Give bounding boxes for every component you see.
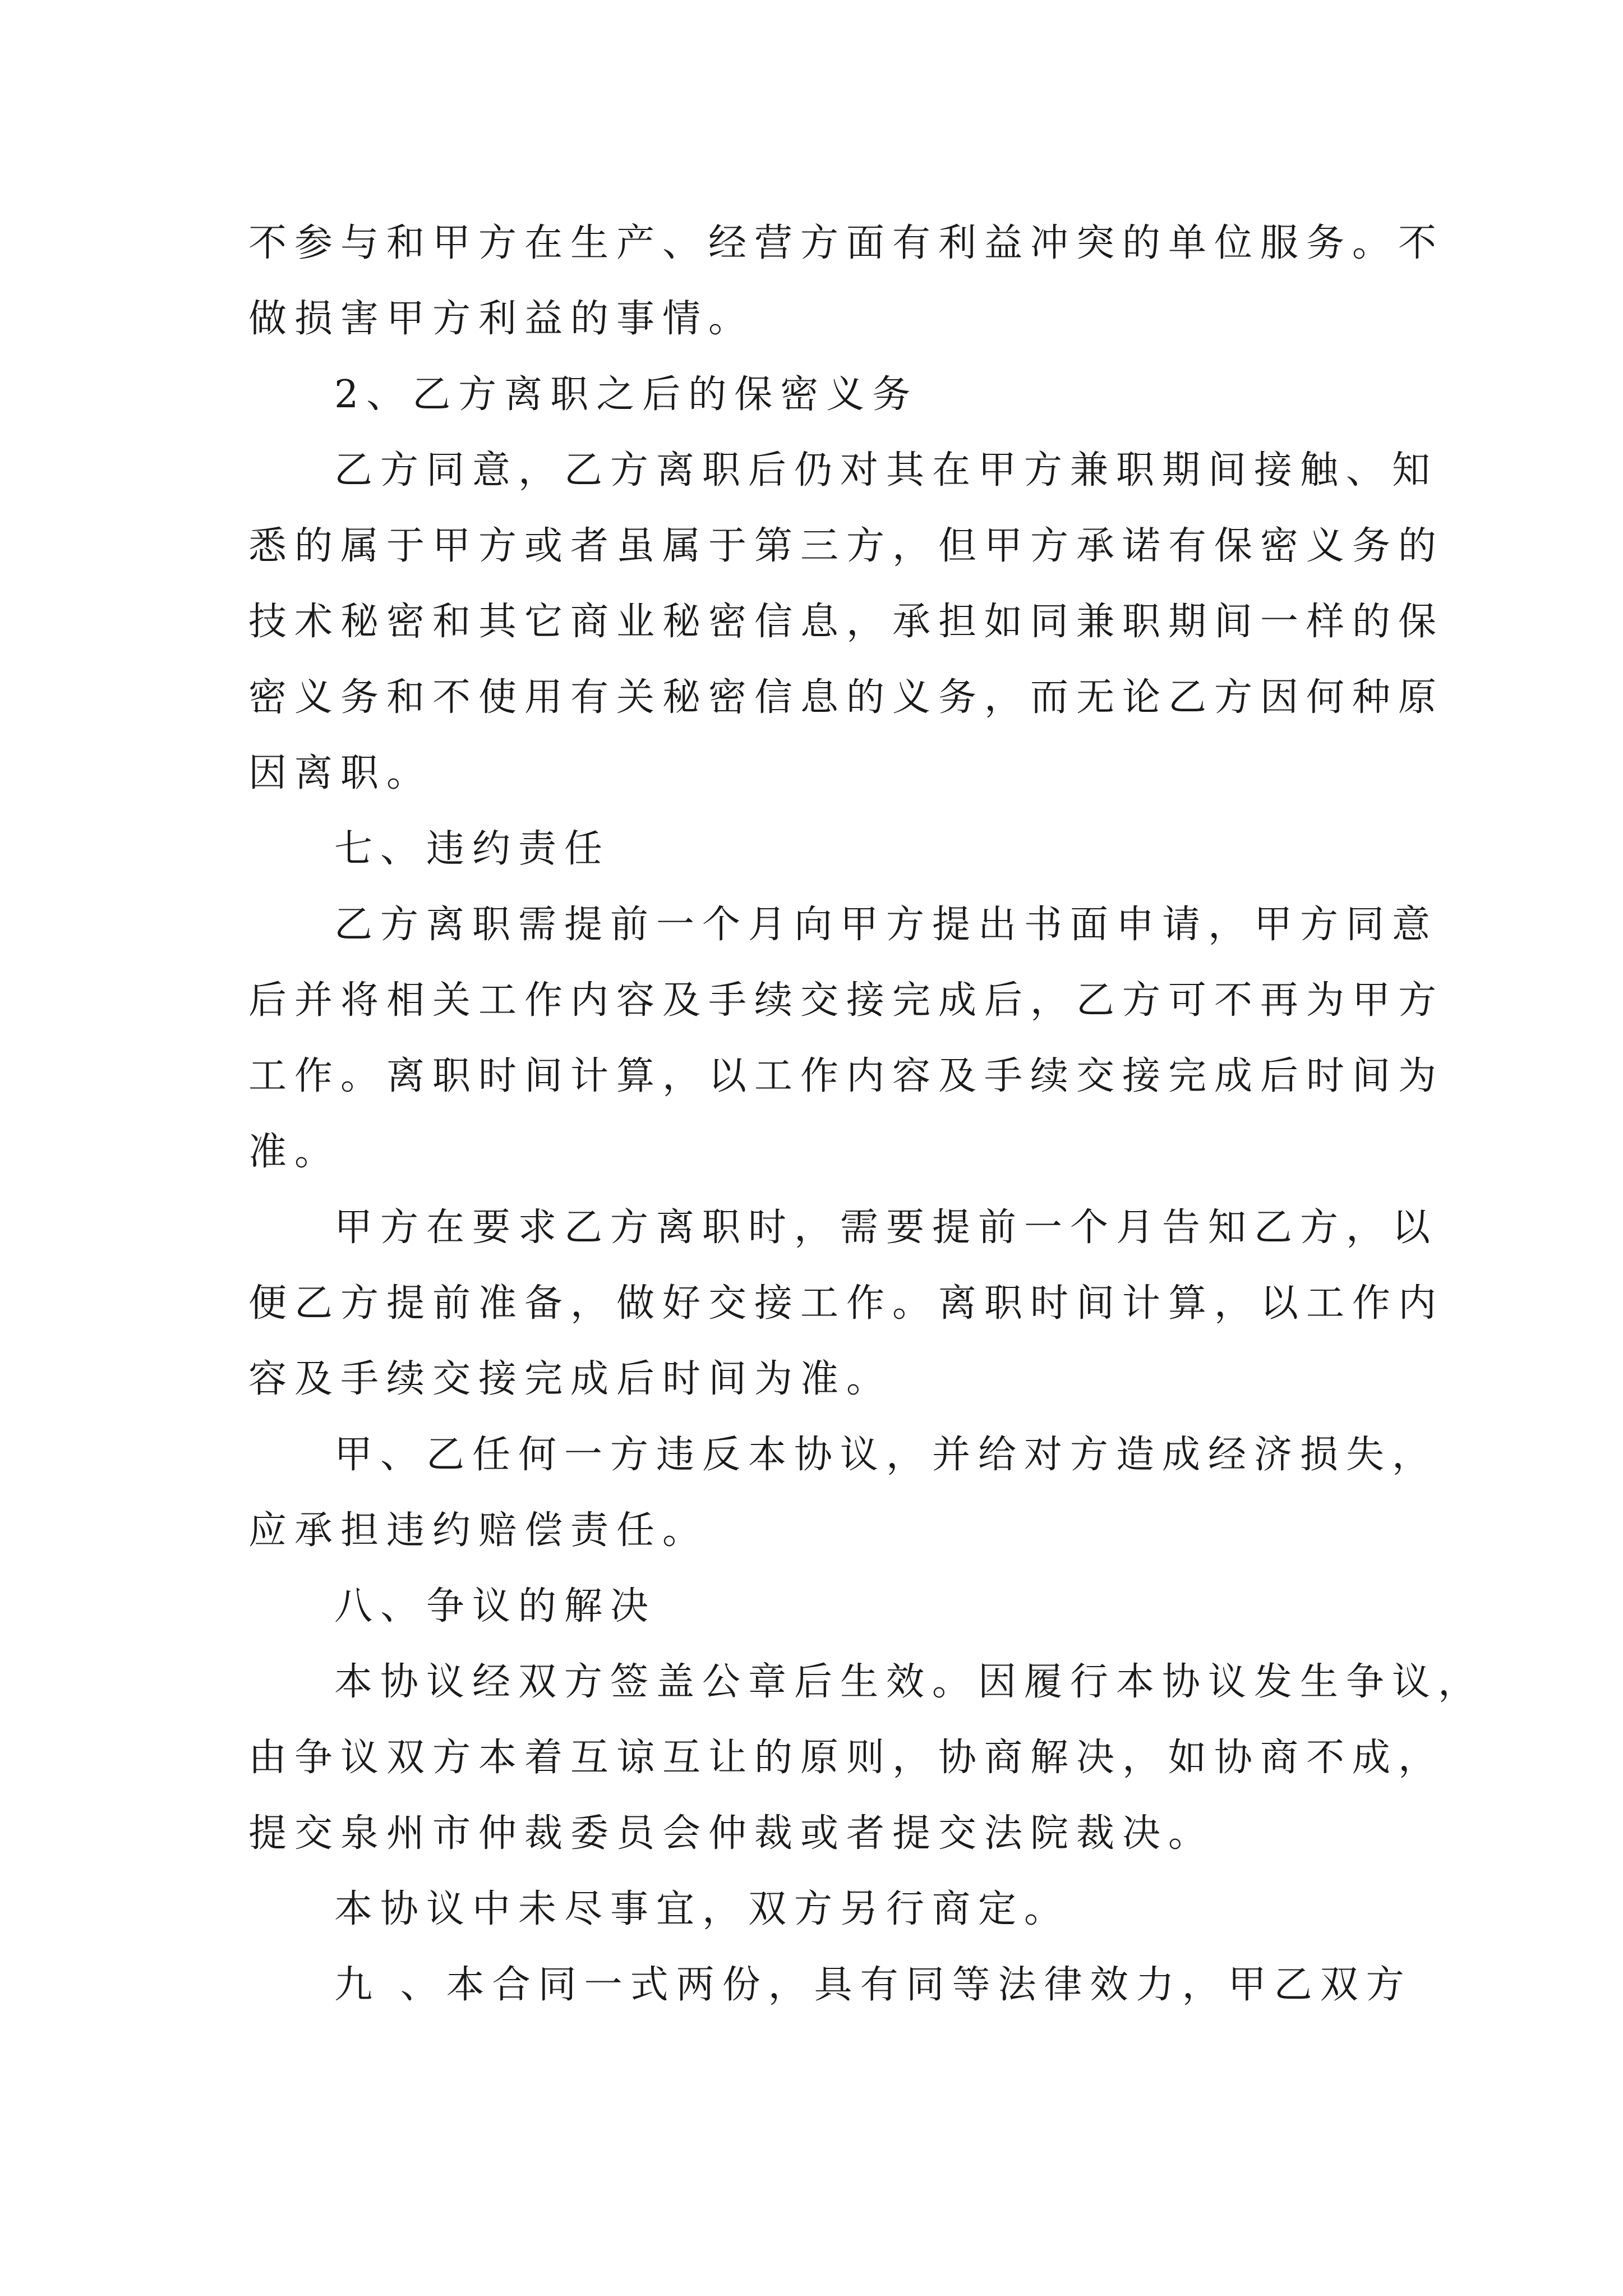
body-text-line: 甲方在要求乙方离职时，需要提前一个月告知乙方，以 (334, 1205, 1438, 1250)
section-heading: 七、违约责任 (334, 827, 611, 871)
body-text-line: 技术秘密和其它商业秘密信息，承担如同兼职期间一样的保 (248, 600, 1445, 644)
body-text-line: 因离职。 (248, 751, 433, 795)
section-heading: 九 、本合同一式两份，具有同等法律效力，甲乙双方 (334, 1963, 1412, 2007)
body-text-line: 后并将相关工作内容及手续交接完成后，乙方可不再为甲方 (248, 978, 1445, 1023)
body-text-line: 甲、乙任何一方违反本协议，并给对方造成经济损失， (334, 1433, 1438, 1477)
body-text-line: 乙方离职需提前一个月向甲方提出书面申请，甲方同意 (334, 903, 1438, 947)
body-text-line: 准。 (248, 1130, 341, 1174)
body-text-line: 由争议双方本着互谅互让的原则，协商解决，如协商不成， (248, 1736, 1445, 1780)
body-text-line: 密义务和不使用有关秘密信息的义务，而无论乙方因何种原 (248, 675, 1445, 720)
body-text-line: 不参与和甲方在生产、经营方面有利益冲突的单位服务。不 (248, 221, 1445, 265)
section-heading: 八、争议的解决 (334, 1584, 657, 1628)
body-text-line: 本协议中未尽事宜，双方另行商定。 (334, 1887, 1071, 1931)
body-text-line: 容及手续交接完成后时间为准。 (248, 1357, 893, 1401)
body-text-line: 悉的属于甲方或者虽属于第三方，但甲方承诺有保密义务的 (248, 524, 1445, 568)
section-heading: 2、乙方离职之后的保密义务 (334, 372, 919, 417)
body-text-line: 乙方同意，乙方离职后仍对其在甲方兼职期间接触、知 (334, 448, 1438, 493)
body-text-line: 本协议经双方签盖公章后生效。因履行本协议发生争议， (334, 1660, 1484, 1704)
body-text-line: 应承担违约赔偿责任。 (248, 1508, 709, 1553)
body-text-line: 工作。离职时间计算，以工作内容及手续交接完成后时间为 (248, 1054, 1445, 1098)
body-text-line: 提交泉州市仲裁委员会仲裁或者提交法院裁决。 (248, 1811, 1215, 1856)
body-text-line: 做损害甲方利益的事情。 (248, 297, 755, 341)
body-text-line: 便乙方提前准备，做好交接工作。离职时间计算，以工作内 (248, 1281, 1445, 1326)
